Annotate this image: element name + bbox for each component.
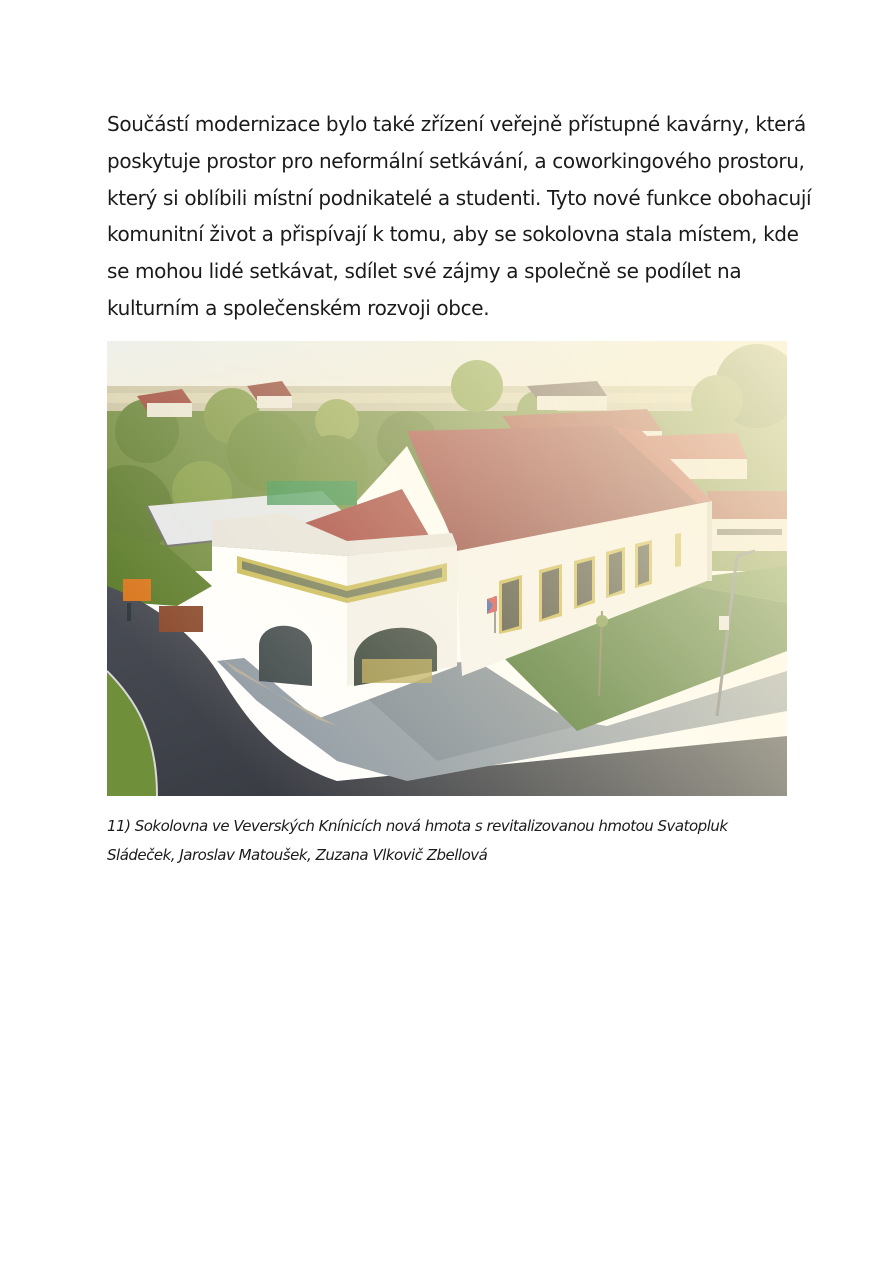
figure-caption <box>107 812 797 870</box>
aerial-photo-sokolovna <box>107 341 787 796</box>
caption-line: Sládeček, Jaroslav Matoušek, Zuzana Vlkovič Zbellová <box>107 846 488 864</box>
paragraph-line: poskytuje prostor pro neformální setkávání, a coworkingového prostoru, <box>107 148 805 173</box>
caption-line: 11) Sokolovna ve Veverských Knínicích nová hmota s revitalizovanou hmotou Svatopluk <box>107 817 728 835</box>
paragraph-line: Součástí modernizace bylo také zřízení veřejně přístupné kavárny, která <box>107 112 806 136</box>
paragraph-line: kulturním a společenském rozvoji obce. <box>107 295 490 320</box>
paragraph-line: se mohou lidé setkávat, sdílet své zájmy a společně se podílet na <box>107 259 742 284</box>
photo-illustration <box>107 341 787 796</box>
paragraph-line: který si oblíbili místní podnikatelé a studenti. Tyto nové funkce obohacují <box>107 185 812 210</box>
paragraph-line: komunitní život a přispívají k tomu, aby se sokolovna stala místem, kde <box>107 222 799 247</box>
body-paragraph <box>107 106 812 327</box>
